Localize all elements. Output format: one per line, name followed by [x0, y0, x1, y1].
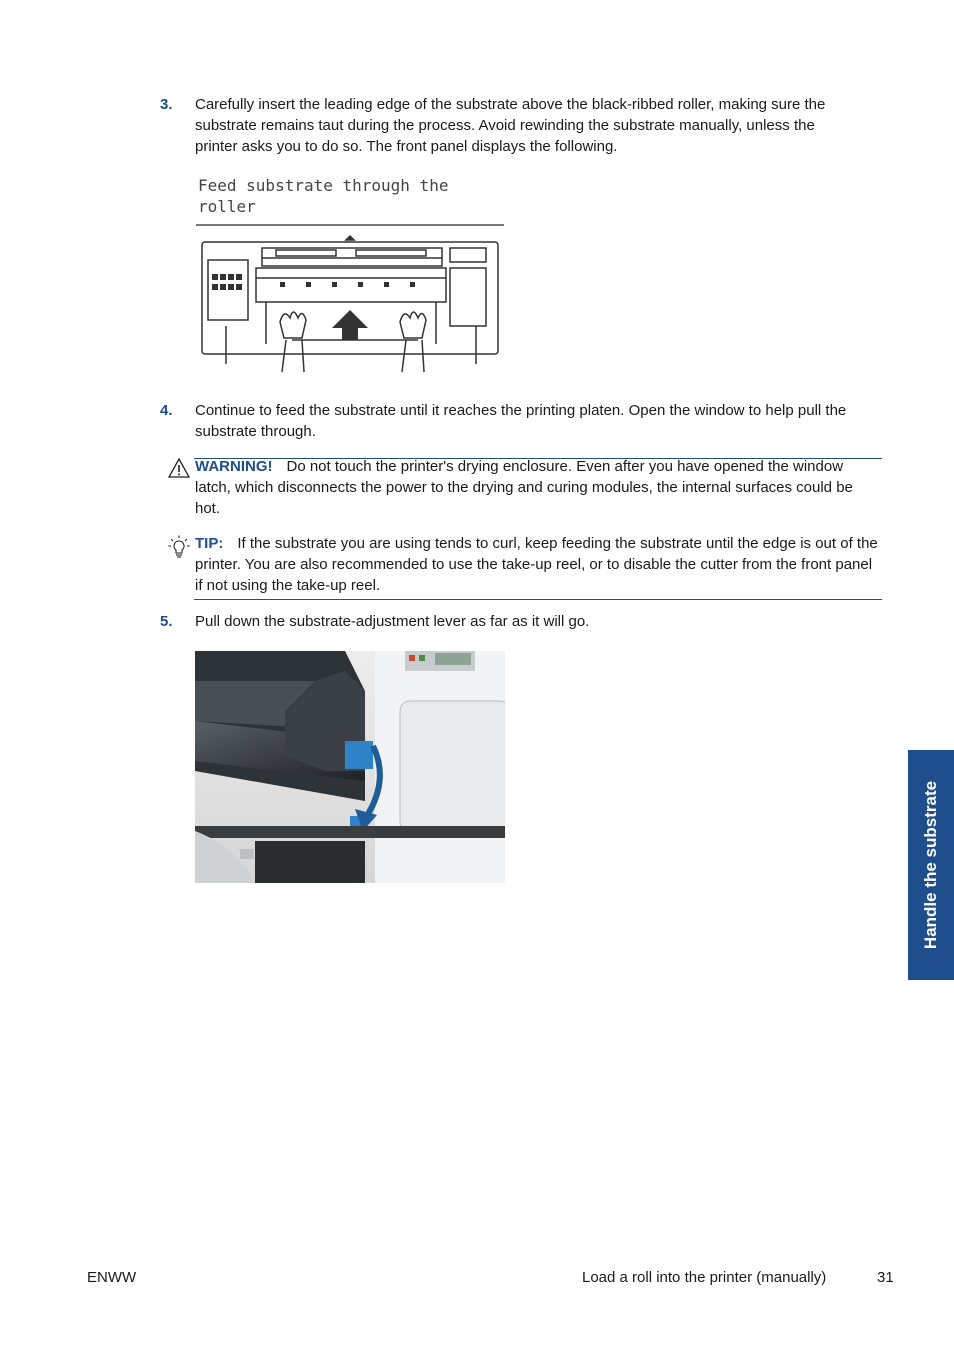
- front-panel-message: Feed substrate through the roller: [198, 176, 449, 216]
- page-number: 31: [877, 1269, 894, 1286]
- warning-icon: [168, 458, 190, 484]
- step-4: [160, 400, 860, 442]
- lightbulb-icon: [168, 535, 190, 567]
- footer-title: Load a roll into the printer (manually): [582, 1269, 827, 1286]
- step-5: [160, 611, 860, 632]
- step-text: Carefully insert the leading edge of the substrate above the black-ribbed roller, making sure the substrate remains taut during the process. Avoid rewinding the substrate manually, unless the printer asks you to do so. The front panel displays the following.: [195, 96, 826, 155]
- tip-bottom-rule: [194, 599, 882, 600]
- side-tab-label: Handle the substrate: [921, 780, 940, 950]
- front-panel-divider: [196, 224, 504, 226]
- printer-feed-diagram: [196, 234, 504, 374]
- step-number: 3.: [160, 96, 173, 113]
- step-number: 5.: [160, 613, 173, 630]
- warning-note: [168, 456, 881, 519]
- front-panel-illustration: [196, 175, 504, 374]
- warning-text: Do not touch the printer's drying enclosure. Even after you have opened the window latch, which disconnects the power to the drying and curing modules, the internal surfaces could be hot.: [195, 458, 853, 517]
- section-side-tab[interactable]: [908, 750, 954, 980]
- step-text: Pull down the substrate-adjustment lever as far as it will go.: [195, 613, 590, 630]
- substrate-lever-photo: [195, 651, 505, 883]
- warning-label: WARNING!: [195, 458, 273, 475]
- step-number: 4.: [160, 402, 173, 419]
- tip-text: If the substrate you are using tends to curl, keep feeding the substrate until the edge is out of the printer. You are also recommended to use the take-up reel, or to disable the cutter from the front panel if not using the take-up reel.: [195, 535, 878, 594]
- step-text: Continue to feed the substrate until it reaches the printing platen. Open the window to help pull the substrate through.: [195, 402, 847, 440]
- footer-left: ENWW: [87, 1269, 137, 1286]
- tip-label: TIP:: [195, 535, 224, 552]
- step-3: [160, 94, 860, 157]
- tip-note: [168, 533, 881, 596]
